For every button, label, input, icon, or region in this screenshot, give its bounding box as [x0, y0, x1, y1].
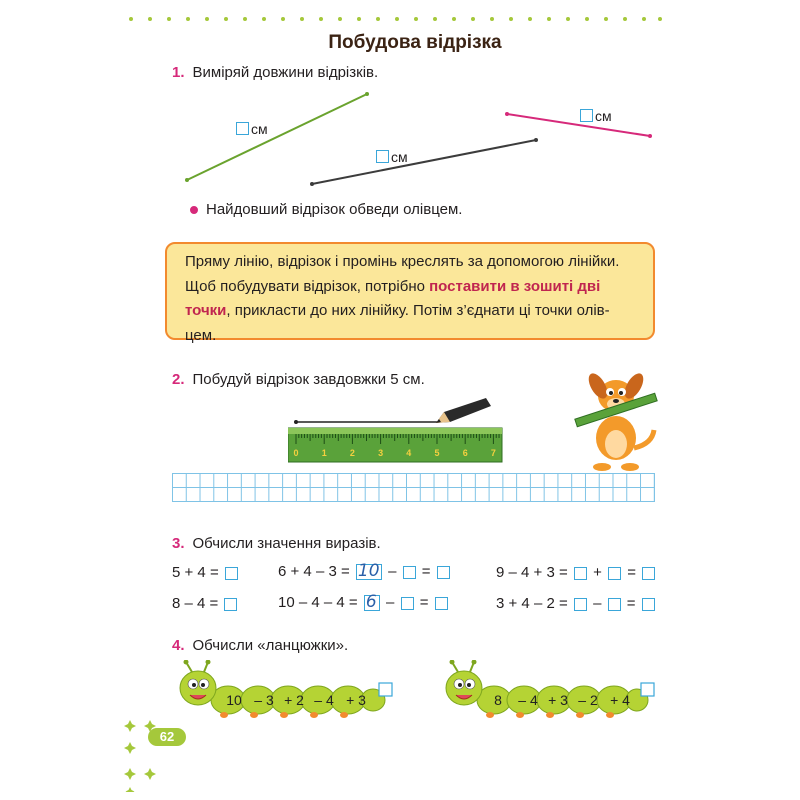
expression-operator: = [626, 595, 636, 612]
answer-box[interactable] [574, 598, 587, 611]
segment-pink [505, 112, 652, 138]
ruler-illustration [288, 392, 508, 464]
expression-row [278, 563, 452, 580]
task-1-number: 1. [172, 64, 185, 81]
expression-text: 3 + 4 – 2 = [496, 595, 568, 612]
ruler-label: 2 [349, 448, 355, 458]
answer-box[interactable] [376, 150, 389, 163]
segment-black [310, 138, 538, 186]
task-4-heading [172, 637, 348, 654]
handwritten-answer: 10 [357, 561, 380, 582]
rule-line-2 [185, 275, 641, 300]
task-1-text: Виміряй довжини відрізків. [192, 64, 379, 81]
answer-box[interactable] [356, 561, 382, 582]
answer-box[interactable] [224, 598, 237, 611]
writing-grid[interactable] [172, 473, 655, 502]
task-4-number: 4. [172, 637, 185, 654]
task-1-bullet [190, 201, 462, 218]
task-1-heading [172, 64, 378, 81]
ruler-label: 7 [490, 448, 496, 458]
task-3-text: Обчисли значення виразів. [192, 535, 381, 552]
answer-box[interactable] [642, 598, 655, 611]
rule-box [165, 242, 655, 344]
rule-line-1: Пряму лінію, відрізок і промінь креслять за допомогою лінійки. [185, 253, 620, 270]
decorative-dots-top [128, 14, 663, 24]
rule-text: Щоб побудувати відрізок, потрібно [185, 277, 430, 295]
caterpillar-head [446, 660, 482, 705]
answer-box[interactable] [580, 109, 593, 122]
ruler-label: 4 [406, 448, 412, 458]
expression-operator: + [593, 564, 602, 581]
task-1-bullet-text: Найдовший відрізок обведи олівцем. [206, 201, 463, 218]
ruler-icon [288, 428, 502, 462]
chain-value: 10 [226, 692, 242, 708]
task-3-heading [172, 535, 381, 552]
chain-step: + 3 [346, 692, 366, 708]
expression-row [496, 595, 657, 612]
page-number: 62 [148, 728, 186, 746]
ruler-label: 3 [378, 448, 384, 458]
expression-operator: – [593, 595, 602, 612]
chain-step: – 3 [254, 692, 274, 708]
unit-label: см [251, 120, 268, 137]
answer-box[interactable] [364, 592, 380, 613]
expression-row [496, 564, 657, 581]
answer-box[interactable] [236, 122, 249, 135]
rule-highlight: поставити в зошиті дві [429, 277, 601, 295]
answer-box[interactable] [379, 683, 392, 696]
ruler-label: 0 [293, 448, 299, 458]
answer-box[interactable] [608, 567, 621, 580]
answer-green-segment [236, 120, 268, 138]
chain-step: + 4 [610, 692, 630, 708]
expression-operator: = [419, 594, 429, 611]
answer-box[interactable] [608, 598, 621, 611]
pencil-icon [436, 398, 491, 423]
expression-text: 10 – 4 – 4 = [278, 594, 358, 611]
rule-text: , прикласти до них лінійку. Потім з’єднати ці точки олів- [226, 302, 610, 319]
decorative-stars-side [120, 712, 180, 792]
answer-box[interactable] [642, 567, 655, 580]
dog-illustration [570, 364, 662, 472]
answer-box[interactable] [435, 597, 448, 610]
task-1-segments [180, 88, 660, 193]
task-3-number: 3. [172, 535, 185, 552]
handwritten-answer: 6 [365, 592, 377, 613]
chain-value: 8 [494, 692, 502, 708]
task-4-text: Обчисли «ланцюжки». [192, 637, 349, 654]
chain-step: – 2 [578, 692, 598, 708]
ruler-label: 6 [462, 448, 468, 458]
caterpillar-chain-1 [174, 660, 404, 722]
segment-green [185, 92, 369, 182]
expression-operator: = [627, 564, 636, 581]
bullet-icon [190, 206, 198, 214]
answer-box[interactable] [437, 566, 450, 579]
rule-highlight: точки [185, 302, 227, 319]
chain-step: – 4 [518, 692, 538, 708]
expression-text: 6 + 4 – 3 = [278, 563, 350, 580]
expression-row [278, 594, 450, 611]
rule-line-4: цем. [185, 326, 217, 344]
rule-line-3 [185, 299, 641, 324]
ruler-label: 5 [434, 448, 440, 458]
expression-row [172, 564, 240, 581]
expression-operator: – [386, 594, 395, 611]
expression-operator: = [421, 563, 431, 580]
chain-step: – 4 [314, 692, 334, 708]
page-title: Побудова відрізка [328, 32, 502, 53]
answer-box[interactable] [401, 597, 414, 610]
task-2-number: 2. [172, 371, 185, 388]
expression-text: 5 + 4 = [172, 564, 219, 581]
answer-box[interactable] [403, 566, 416, 579]
answer-pink-segment [580, 107, 612, 125]
answer-black-segment [376, 148, 408, 166]
unit-label: см [391, 148, 408, 165]
chain-step: + 3 [548, 692, 568, 708]
expression-text: 8 – 4 = [172, 595, 219, 612]
chain-step: + 2 [284, 692, 304, 708]
caterpillar-head [180, 660, 216, 705]
expression-operator: – [388, 563, 397, 580]
expression-row [172, 595, 239, 612]
task-2-text: Побудуй відрізок завдовжки 5 см. [192, 371, 425, 388]
task-2-heading [172, 371, 425, 388]
answer-box[interactable] [225, 567, 238, 580]
answer-box[interactable] [574, 567, 587, 580]
answer-box[interactable] [641, 683, 654, 696]
caterpillar-chain-2 [440, 660, 670, 722]
expression-text: 9 – 4 + 3 = [496, 564, 568, 581]
unit-label: см [595, 107, 612, 124]
ruler-label: 1 [321, 448, 327, 458]
